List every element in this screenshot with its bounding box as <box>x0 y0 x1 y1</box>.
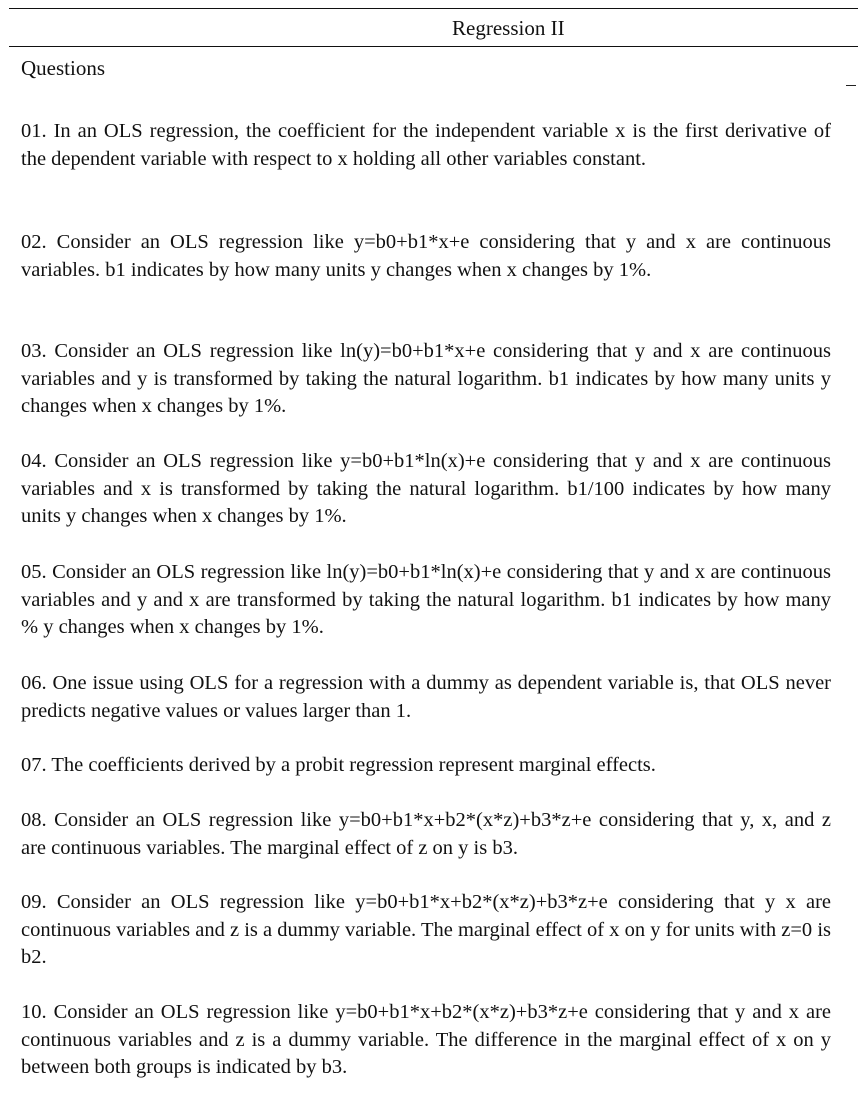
question-04: 04. Consider an OLS regression like y=b0+b1*ln(x)+e considering that y and x are continuous variables and x is transformed by taking the natural logarithm. b1/100 indicates by how many units y changes when x changes by 1%. <box>21 450 831 528</box>
question-07: 07. The coefficients derived by a probit regression represent marginal effects. <box>21 754 656 776</box>
page-title: Regression II <box>452 16 565 40</box>
header-top-rule <box>9 8 858 9</box>
question-08: 08. Consider an OLS regression like y=b0+b1*x+b2*(x*z)+b3*z+e considering that y, x, and z are continuous variables. The marginal effect of z on y is b3. <box>21 809 831 859</box>
question-06: 06. One issue using OLS for a regression with a dummy as dependent variable is, that OLS never predicts negative values or values larger than 1. <box>21 672 831 722</box>
question-02: 02. Consider an OLS regression like y=b0+b1*x+e considering that y and x are continuous variables. b1 indicates by how many units y changes when x changes by 1%. <box>21 231 831 281</box>
section-heading: Questions <box>21 56 105 80</box>
header-bottom-rule <box>9 46 858 47</box>
question-09: 09. Consider an OLS regression like y=b0+b1*x+b2*(x*z)+b3*z+e considering that y x are continuous variables and z is a dummy variable. The marginal effect of x on y for units with z=0 is b2. <box>21 891 831 969</box>
question-01: 01. In an OLS regression, the coefficient for the independent variable x is the first derivative of the dependent variable with respect to x holding all other variables constant. <box>21 120 831 170</box>
question-10: 10. Consider an OLS regression like y=b0+b1*x+b2*(x*z)+b3*z+e considering that y and x are continuous variables and z is a dummy variable. The difference in the marginal effect of x on y between both groups is indicated by b3. <box>21 1001 831 1079</box>
question-03: 03. Consider an OLS regression like ln(y)=b0+b1*x+e considering that y and x are continuous variables and y is transformed by taking the natural logarithm. b1 indicates by how many units y changes when x changes by 1%. <box>21 340 831 418</box>
question-05: 05. Consider an OLS regression like ln(y)=b0+b1*ln(x)+e considering that y and x are continuous variables and y and x are transformed by taking the natural logarithm. b1 indicates by how many % y changes when x changes by 1%. <box>21 561 831 639</box>
margin-mark <box>846 85 856 86</box>
